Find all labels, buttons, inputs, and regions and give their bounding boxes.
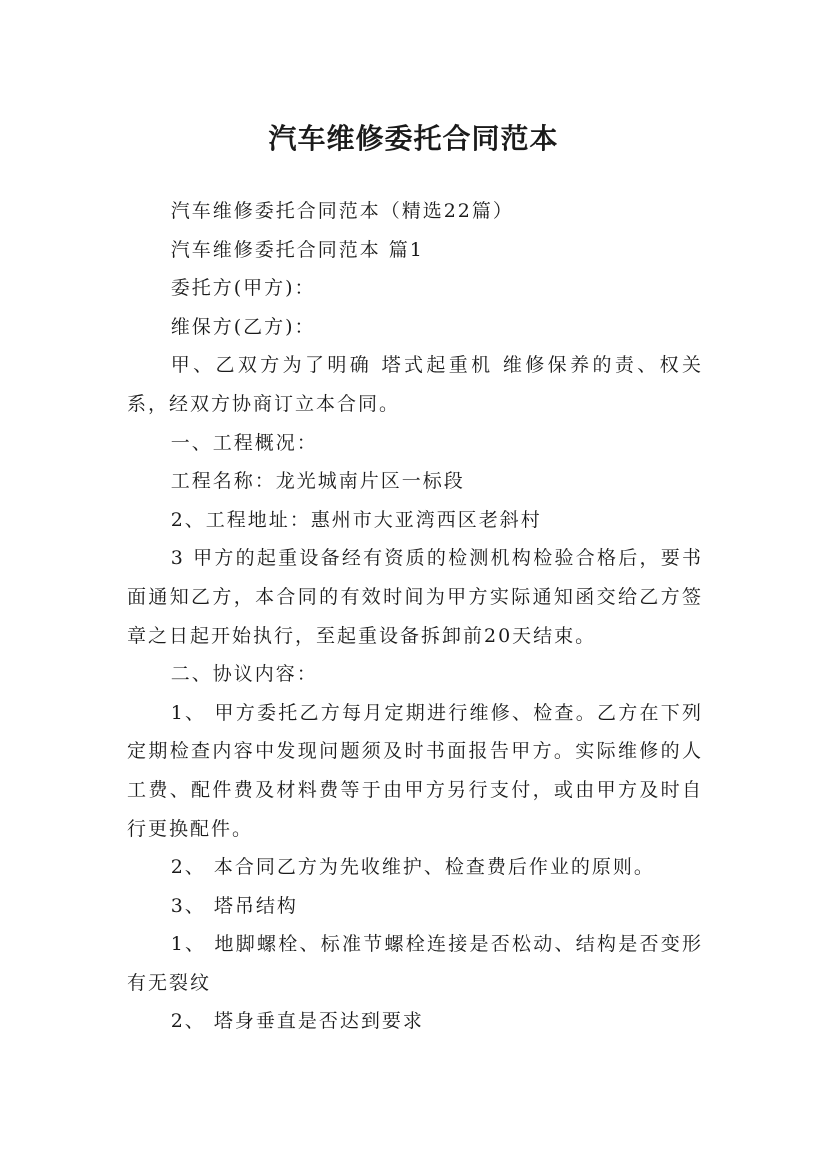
paragraph-purpose: 甲、乙双方为了明确 塔式起重机 维修保养的责、权关系，经双方协商订立本合同。: [127, 354, 703, 415]
paragraph-agreement-content: 二、协议内容：: [170, 663, 318, 686]
document-body: [127, 192, 703, 1041]
paragraph-check-1: 1、 地脚螺栓、标准节螺栓连接是否松动、结构是否变形有无裂纹: [127, 933, 703, 994]
paragraph-subtitle: 汽车维修委托合同范本（精选22篇）: [170, 200, 514, 222]
paragraph-clause-2: 2、 本合同乙方为先收维护、检查费后作业的原则。: [170, 856, 655, 879]
document-title: 汽车维修委托合同范本: [268, 121, 559, 155]
paragraph-check-2: 2、 塔身垂直是否达到要求: [170, 1010, 424, 1033]
paragraph-contractor: 维保方(乙方)：: [170, 315, 316, 338]
paragraph-client: 委托方(甲方)：: [170, 277, 316, 300]
paragraph-clause-3: 3、 塔吊结构: [170, 894, 298, 917]
paragraph-project-name: 工程名称：龙光城南片区一标段: [170, 470, 465, 493]
paragraph-section-heading: 汽车维修委托合同范本 篇1: [170, 238, 424, 261]
paragraph-validity: 3 甲方的起重设备经有资质的检测机构检验合格后，要书面通知乙方，本合同的有效时间为甲方实际通知函交给乙方签章之日起开始执行，至起重设备拆卸前20天结束。: [127, 547, 703, 647]
paragraph-project-overview: 一、工程概况：: [170, 431, 318, 454]
paragraph-clause-1: 1、 甲方委托乙方每月定期进行维修、检查。乙方在下列定期检查内容中发现问题须及时书面报告甲方。实际维修的人工费、配件费及材料费等于由甲方另行支付，或由甲方及时自行更换配件。: [127, 701, 703, 840]
paragraph-project-address: 2、工程地址：惠州市大亚湾西区老斜村: [170, 508, 542, 531]
